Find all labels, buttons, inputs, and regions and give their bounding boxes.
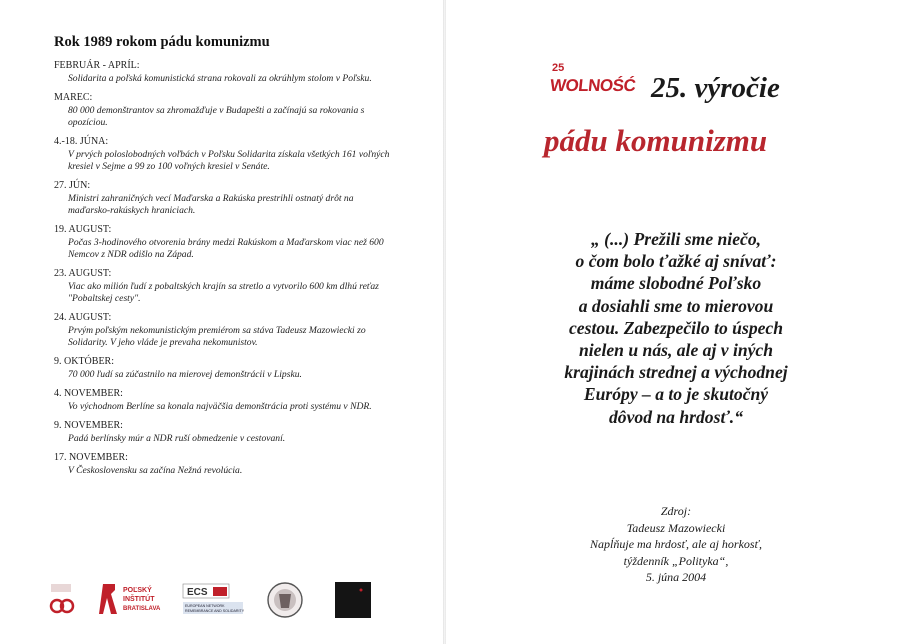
polish-institute-name-line3: BRATISLAVA xyxy=(123,606,161,612)
timeline-event xyxy=(54,223,394,261)
quote-line: nielen u nás, ale aj v iných xyxy=(578,340,774,361)
event-description: Solidarita a poľská komunistická strana rokovali za okrúhlym stolom v Poľsku. xyxy=(68,73,372,84)
source-line: Napĺňuje ma hrdosť, ale aj horkosť, xyxy=(590,537,762,551)
quote-line: „ (...) Prežili sme niečo, xyxy=(590,229,762,249)
timeline-event xyxy=(54,451,394,477)
timeline-event xyxy=(54,135,394,173)
event-description: Vo východnom Berlíne sa konala najväčšia demonštrácia proti systému v NDR. xyxy=(68,401,372,412)
quote-line: o čom bolo ťažké aj snívať: xyxy=(575,251,777,272)
event-date: 27. JÚN: xyxy=(54,180,91,191)
right-page xyxy=(446,0,900,644)
event-description: 70 000 ľudí sa zúčastnilo na mierovej demonštrácii v Lipsku. xyxy=(68,369,302,380)
fall-of-communism-heading: pádu komunizmu xyxy=(544,123,768,158)
quote-line: dôvod na hrdosť.“ xyxy=(609,406,743,427)
event-description: Ministri zahraničných vecí Maďarska a Rakúska prestrihli ostnatý drôt na maďarsko-rakúskych hraniciach. xyxy=(68,193,354,216)
timeline-event xyxy=(54,419,394,445)
quote-line: Európy – a to je skutočný xyxy=(583,384,769,405)
network-logo-text-line1: EUROPEAN NETWORK xyxy=(185,604,225,608)
anniversary-heading: 25. výročie xyxy=(651,72,780,104)
left-page xyxy=(0,0,444,644)
event-date: MAREC: xyxy=(54,92,93,103)
timeline-event xyxy=(54,267,394,305)
source-line: 5. júna 2004 xyxy=(645,570,707,584)
dark-square-logo-icon xyxy=(335,580,371,620)
mazowiecki-quote xyxy=(526,228,826,428)
event-description: V Československu sa začína Nežná revolúcia. xyxy=(68,465,243,476)
event-date: 24. AUGUST: xyxy=(54,312,112,323)
polish-institute-logo xyxy=(99,580,169,620)
event-description: Počas 3-hodinového otvorenia brány medzi Rakúskom a Maďarskom viac než 600 Nemcov z NDR odišlo na Západ. xyxy=(68,237,384,260)
timeline-title: Rok 1989 rokom pádu komunizmu xyxy=(54,34,270,50)
event-description: 80 000 demonštrantov sa zhromažďuje v Budapešti a začínajú sa rokovania s opozíciou. xyxy=(68,105,365,128)
network-logo-text-line2: REMEMBRANCE AND SOLIDARITY xyxy=(185,609,245,613)
source-line: Tadeusz Mazowiecki xyxy=(626,520,726,535)
polish-institute-name-line1: POĽSKÝ xyxy=(123,587,152,594)
timeline-event xyxy=(54,311,394,349)
quote-line: máme slobodné Poľsko xyxy=(590,273,762,294)
timeline-event xyxy=(54,387,394,413)
event-date: 9. OKTÓBER: xyxy=(54,356,114,367)
timeline-event xyxy=(54,179,394,217)
quote-line: cestou. Zabezpečilo to úspech xyxy=(568,317,784,338)
event-date: 4.-18. JÚNA: xyxy=(54,136,109,147)
event-description: V prvých poloslobodných voľbách v Poľsku Solidarita získala všetkých 161 voľných kresiel v Sejme a 99 zo 100 voľných kresiel v Senáte. xyxy=(68,149,390,172)
timeline-event xyxy=(54,355,394,381)
source-line: týždenník „Polityka“, xyxy=(623,553,729,568)
event-date: 19. AUGUST: xyxy=(54,224,112,235)
brand-number: 25 xyxy=(552,62,565,74)
brand-word: WOLNOŚĆ xyxy=(549,76,637,95)
polish-institute-name-line2: INŠTITÚT xyxy=(123,596,155,603)
partner-logos xyxy=(45,580,385,620)
event-description: Viac ako milión ľudí z pobaltských krajín sa stretlo a vytvorilo 600 km dlhú reťaz "Pobaltskej cesty". xyxy=(68,281,379,304)
ecs-logo-text: ECS xyxy=(187,587,208,598)
event-date: 9. NOVEMBER: xyxy=(54,420,123,431)
event-date: 17. NOVEMBER: xyxy=(54,452,128,463)
event-date: 4. NOVEMBER: xyxy=(54,388,123,399)
timeline-event xyxy=(54,91,394,129)
quote-source xyxy=(526,503,826,586)
quote-line: krajinách strednej a východnej xyxy=(564,362,788,383)
ecs-network-logo xyxy=(181,580,247,620)
event-description: Prvým poľským nekomunistickým premiérom sa stáva Tadeusz Mazowiecki zo Solidarity. V jeho vláde je prevaha nekomunistov. xyxy=(68,325,366,348)
embassy-seal-icon xyxy=(265,580,305,620)
source-line: Zdroj: xyxy=(660,504,692,518)
quote-line: a dosiahli sme to mierovou xyxy=(578,295,774,316)
wolnosc-logo xyxy=(546,62,637,108)
event-date: 23. AUGUST: xyxy=(54,268,112,279)
timeline-event xyxy=(54,59,394,85)
event-date: FEBRUÁR - APRÍL: xyxy=(54,60,140,71)
event-description: Padá berlínsky múr a NDR ruší obmedzenie v cestovaní. xyxy=(68,433,286,444)
timeline xyxy=(54,59,394,483)
solidarity-logo-icon xyxy=(45,580,77,620)
